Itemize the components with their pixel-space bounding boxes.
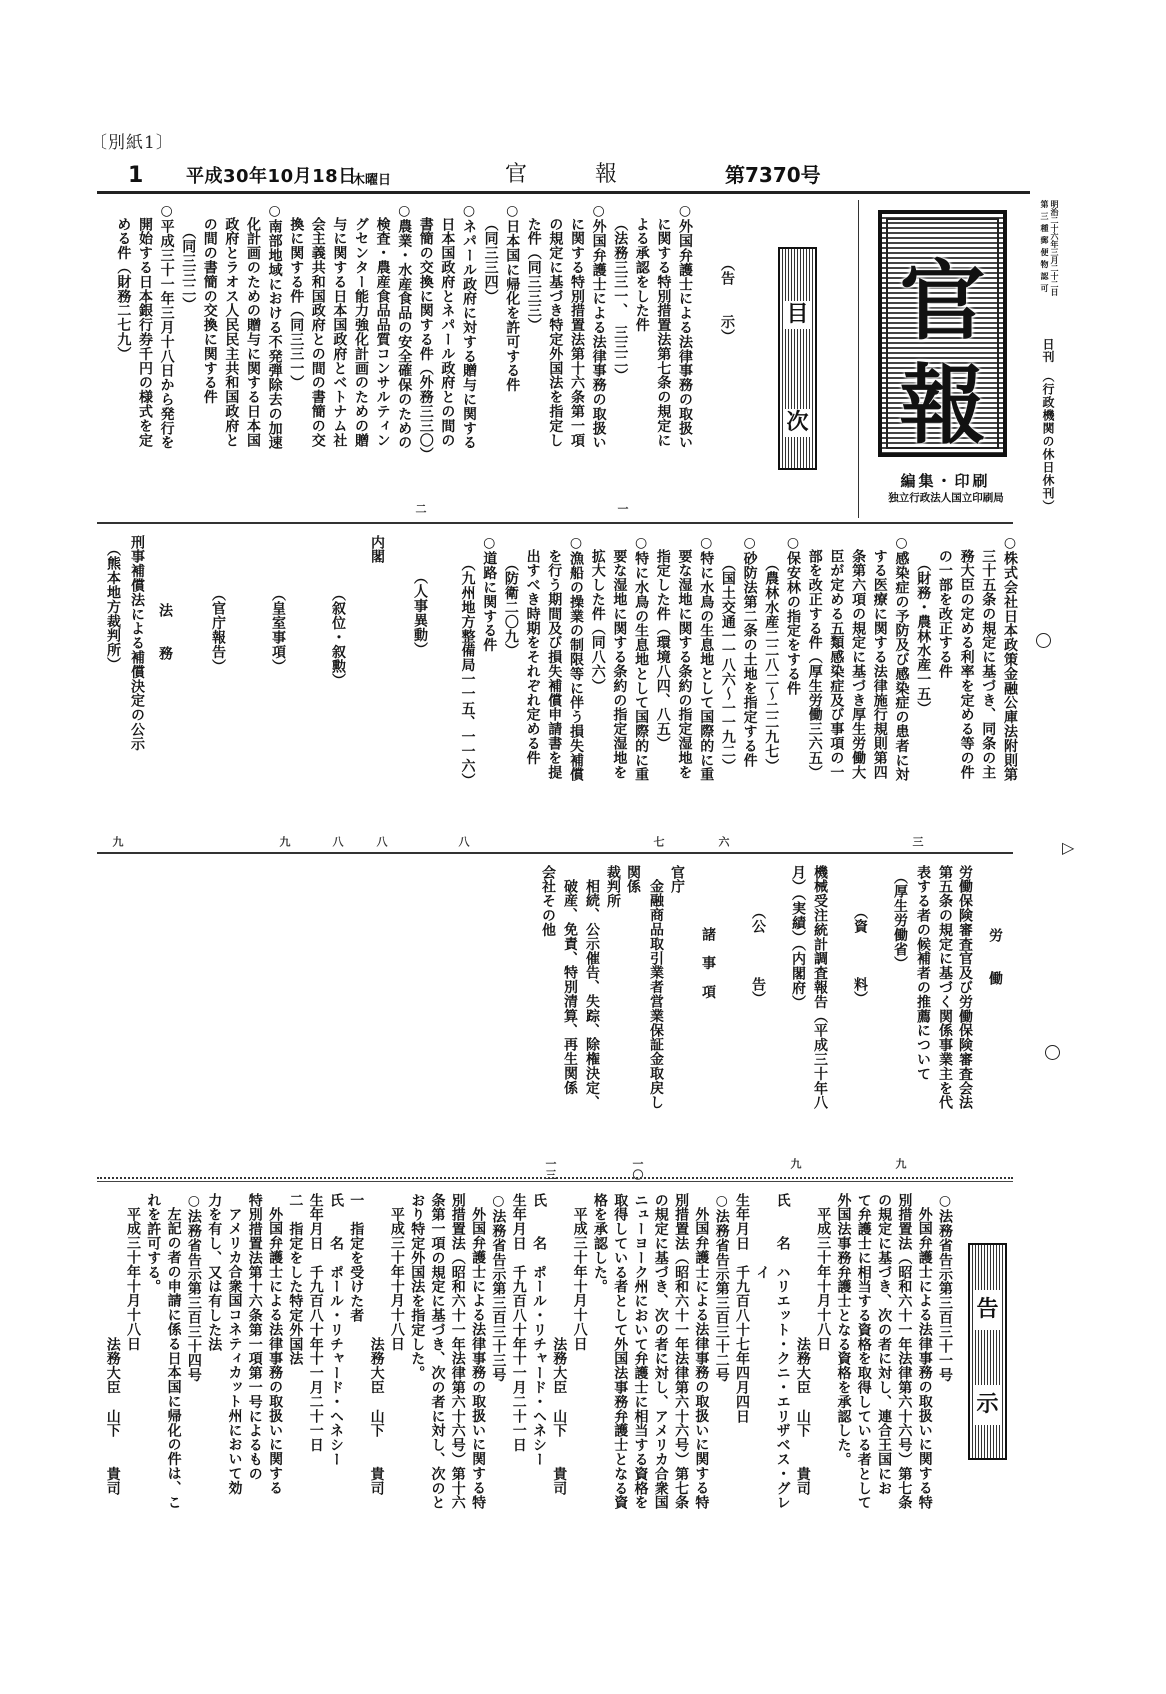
- contents-entry: ○株式会社日本政策金融公庫法附則第: [1002, 535, 1018, 782]
- contents-entry: （同三三二）: [180, 224, 197, 311]
- holiday-note: （行政機関の休日休刊）: [1041, 370, 1055, 513]
- notice-line: ○法務省告示第三百三十四号: [185, 1193, 202, 1383]
- header-rule: [97, 191, 1030, 194]
- contents-entry: 書簡の交換に関する件（外務三三〇）: [417, 217, 434, 463]
- contents-entry: 検査・農産食品品質コンサルティン: [374, 217, 391, 448]
- notice-line: 外国法事務弁護士となる資格を承認した。: [835, 1193, 852, 1467]
- notice-line: アメリカ合衆国コネティカット州において効: [226, 1207, 243, 1496]
- section-heading-kokuji: （告 示）: [719, 257, 735, 344]
- notices-heading-char-1: 告: [974, 1290, 1001, 1330]
- notice-line: 氏 名 ポール・リチャード・ヘネシー: [328, 1193, 344, 1467]
- page-reference: 一三: [544, 1158, 557, 1180]
- contents-entry: （法務三三一、 三三二）: [612, 217, 629, 384]
- notice-line: 外国弁護士による法律事務の取扱いに関する特: [470, 1207, 487, 1510]
- contents-entry: 出すべき時期をそれぞれ定める件: [524, 549, 541, 766]
- notice-line: 左記の者の申請に係る日本国に帰化の件は、こ: [165, 1207, 182, 1510]
- notice-line: 生年月日 千九百八十年十一月二十一日: [510, 1193, 527, 1453]
- page-reference: 三: [911, 836, 924, 847]
- notice-line: 別措置法（昭和六十一年法律第六十六号）第十六: [449, 1193, 466, 1510]
- contents-title-char-2: 次: [784, 409, 811, 437]
- contents-entry: ○外国弁護士による法律事務の取扱い: [590, 203, 607, 450]
- issue-weekday: 木曜日: [352, 173, 392, 188]
- contents-entry: に関する特別措置法第十六条第一項: [569, 217, 585, 448]
- notice-line: 氏 名 ポール・リチャード・ヘネシー: [531, 1193, 547, 1467]
- band3-rule: [97, 1181, 1013, 1182]
- contents-entry: 要な湿地に関する条約の指定湿地を: [611, 549, 628, 780]
- band1-rule: [97, 522, 1013, 524]
- contents-entry: ○南部地域における不発弾除去の加速: [266, 203, 283, 450]
- triangle-marker-icon: ▷: [1062, 838, 1075, 857]
- attachment-label: 〔別紙1〕: [90, 133, 174, 153]
- contents-entry: よる承認をした件: [633, 217, 650, 333]
- notice-line: 特別措置法第十六条第一項第一号によるもの: [246, 1193, 263, 1481]
- editor-label: 編集・印刷: [900, 472, 991, 490]
- notice-line: 別措置法（昭和六十一年法律第六十六号）第七条: [673, 1193, 690, 1510]
- gazette-title-char-2: 報: [595, 162, 618, 187]
- page-reference: 八: [331, 836, 344, 847]
- contents-entry: （防衛二〇九）: [502, 556, 519, 658]
- contents-entry: 部を改正する件（厚生労働三六五）: [806, 549, 823, 780]
- notice-line: 平成三十年十月十八日: [125, 1207, 141, 1352]
- contents-entry: 諸 事 項: [700, 927, 716, 999]
- contents-section-heading: （熊本地方裁判所）: [105, 542, 121, 672]
- page-reference: 九: [894, 1158, 907, 1169]
- page-reference: 二: [414, 503, 427, 514]
- notice-line: 外国弁護士による法律事務の取扱いに関する特: [916, 1207, 933, 1510]
- page-number: 1: [128, 163, 144, 188]
- contents-section-heading: （官庁報告）: [210, 587, 226, 674]
- contents-section-heading: （人事異動）: [412, 570, 428, 657]
- notices-heading-char-2: 示: [974, 1385, 1001, 1425]
- contents-entry: （九州地方整備局一一五、一一六）: [459, 556, 476, 787]
- contents-section-heading: 刑事補償法による補償決定の公示: [129, 535, 145, 751]
- contents-entry: ○特に水鳥の生息地として国際的に重: [698, 535, 715, 782]
- notice-line: 氏 名 ハリエット・クニ・エリザベス・グレ: [774, 1193, 791, 1510]
- contents-entry: 裁判所: [605, 865, 621, 909]
- page-reference: 七: [652, 836, 665, 847]
- publisher-label: 独立行政法人国立印刷局: [888, 492, 1004, 504]
- band2-rule: [97, 852, 1013, 854]
- notice-line: 平成三十年十月十八日: [571, 1207, 588, 1352]
- kanpo-logo: [878, 210, 1007, 457]
- contents-entry: の一部を改正する件: [936, 549, 953, 679]
- notice-line: の規定に基づき、次の者に対し、アメリカ合衆国: [652, 1193, 669, 1510]
- contents-entry: た件（同三三三）: [525, 217, 542, 333]
- contents-entry: ○砂防法第二条の土地を指定する件: [741, 535, 758, 768]
- notice-line: 法務大臣 山下 貴司: [794, 1337, 811, 1496]
- notice-line: 生年月日 千九百八十年十一月二十一日: [307, 1193, 324, 1453]
- issue-date: 平成30年10月18日: [186, 166, 357, 187]
- issue-number: 第7370号: [725, 163, 821, 187]
- notice-line: 生年月日 千九百八十七年四月四日: [734, 1193, 750, 1424]
- contents-entry: 労働保険審査官及び労働保険審査会法: [957, 865, 973, 1110]
- page-reference: 一〇: [631, 1158, 644, 1180]
- binding-hole-mark: [1045, 1045, 1060, 1060]
- gazette-header: [0, 160, 1166, 188]
- contents-entry: ○特に水鳥の生息地として国際的に重: [633, 535, 650, 782]
- contents-entry: 官庁: [669, 865, 685, 894]
- page-reference: 九: [789, 1158, 802, 1169]
- contents-entry: の間の書簡の交換に関する件: [201, 217, 218, 405]
- contents-entry: （公 告）: [750, 905, 766, 1006]
- contents-section-heading: 内閣: [369, 535, 385, 564]
- contents-entry: 指定した件（環境八四、八五）: [654, 549, 671, 751]
- contents-entry: 会主義共和国政府との間の書簡の交: [309, 217, 326, 448]
- contents-entry: 破産、免責、特別清算、再生関係: [562, 879, 578, 1095]
- contents-entry: 三十五条の規定に基づき、同条の主: [980, 549, 997, 780]
- notice-line: 外国弁護士による法律事務の取扱いに関する: [267, 1207, 284, 1496]
- page-reference: 六: [717, 836, 730, 847]
- notice-line: ○法務省告示第三百三十二号: [713, 1193, 730, 1383]
- contents-entry: 月）（実績）（内閣府）: [790, 865, 806, 1010]
- margin-established-date: 明治二十六年三月二十二日: [1050, 200, 1059, 296]
- notice-line: 二 指定をした特定外国法: [287, 1193, 304, 1366]
- page-reference: 一: [616, 503, 629, 514]
- page-reference: 九: [111, 836, 124, 847]
- contents-title-char-1: 目: [784, 301, 811, 329]
- notice-line: れを許可する。: [145, 1193, 162, 1294]
- contents-entry: 換に関する件（同三三一）: [288, 217, 305, 391]
- contents-entry: グセンター能力強化計画のための贈: [353, 217, 369, 448]
- notice-line: 格を承認した。: [591, 1193, 608, 1294]
- contents-entry: 条第六項の規定に基づき厚生労働大: [850, 549, 867, 780]
- contents-entry: 要な湿地に関する条約の指定湿地を: [676, 549, 693, 780]
- contents-section-heading: 法 務: [157, 603, 173, 661]
- contents-entry: 金融商品取引業者営業保証金取戻し: [648, 879, 664, 1110]
- contents-entry: 関係: [625, 865, 641, 894]
- contents-entry: ○感染症の予防及び感染症の患者に対: [893, 535, 910, 782]
- contents-entry: （財務・農林水産一五）: [915, 556, 932, 715]
- logo-char-kan: 官: [899, 251, 986, 352]
- contents-entry: ○保安林の指定をする件: [785, 535, 801, 696]
- notice-line: 法務大臣 山下 貴司: [104, 1337, 121, 1496]
- contents-entry: 第五条の規定に基づく関係事業主を代: [937, 865, 953, 1110]
- contents-entry: する医療に関する法律施行規則第四: [871, 549, 888, 780]
- contents-entry: ○外国弁護士による法律事務の取扱い: [677, 203, 693, 450]
- contents-entry: の規定に基づき特定外国法を指定し: [547, 217, 564, 448]
- contents-entry: （同三三四）: [482, 217, 499, 304]
- contents-entry: に関する特別措置法第七条の規定に: [655, 217, 672, 448]
- notice-line: ○法務省告示第三百三十三号: [490, 1193, 507, 1383]
- contents-entry: 表する者の候補者の推薦について: [915, 865, 931, 1081]
- page-reference: 八: [375, 836, 388, 847]
- contents-entry: ○農業・水産食品の安全確保のための: [396, 203, 413, 450]
- contents-entry: 会社その他: [540, 865, 556, 937]
- contents-entry: 臣が定める五類感染症及び事項の一: [828, 549, 845, 780]
- contents-entry: 開始する日本銀行券千円の様式を定: [137, 217, 153, 448]
- contents-entry: 化計画のための贈与に関する日本国: [245, 217, 261, 448]
- notice-line: 法務大臣 山下 貴司: [551, 1337, 568, 1496]
- notice-line: の規定に基づき、次の者に対し、連合王国にお: [876, 1193, 893, 1496]
- notice-line: 一 指定を受けた者: [348, 1193, 365, 1323]
- masthead-divider: [858, 200, 859, 518]
- contents-section-heading: （皇室事項）: [270, 587, 286, 674]
- contents-entry: 機械受注統計調査報告（平成三十年八: [812, 865, 828, 1110]
- notices-heading-box: [968, 1243, 1007, 1460]
- binding-hole-mark: [1036, 633, 1051, 648]
- contents-entry: （厚生労働省）: [892, 870, 908, 971]
- page-reference: 八: [457, 836, 470, 847]
- contents-entry: 相続、公示催告、失踪、除権決定、: [584, 879, 600, 1110]
- notice-line: おり特定外国法を指定した。: [409, 1193, 426, 1381]
- contents-entry: ○ネパール政府に対する贈与に関する: [461, 203, 477, 450]
- margin-postal-permit: 第三種郵便物認可: [1040, 200, 1049, 296]
- contents-entry: ○日本国に帰化を許可する件: [504, 203, 521, 393]
- notice-line: 外国弁護士による法律事務の取扱いに関する特: [693, 1207, 710, 1510]
- notice-line: イ: [754, 1265, 771, 1280]
- contents-entry: ○道路に関する件: [481, 535, 498, 653]
- contents-entry: ○平成三十一年三月十八日から発行を: [158, 203, 175, 450]
- contents-entry: 与に関する日本国政府とベトナム社: [331, 217, 348, 448]
- contents-entry: を行う期間及び損失補償申請書を提: [546, 549, 563, 780]
- page-reference: 九: [278, 836, 291, 847]
- contents-entry: める件（財務二七九）: [115, 217, 132, 362]
- notice-line: 平成三十年十月十八日: [815, 1207, 832, 1352]
- contents-entry: 労 働: [987, 928, 1003, 986]
- notice-line: 条第一項の規定に基づき、次の者に対し、次のと: [429, 1193, 446, 1510]
- notice-line: ニューヨーク州において弁護士に相当する資格を: [632, 1193, 649, 1510]
- notice-line: 別措置法（昭和六十一年法律第六十六号）第七条: [896, 1193, 913, 1510]
- logo-char-po: 報: [899, 355, 986, 456]
- notice-line: 法務大臣 山下 貴司: [368, 1337, 385, 1496]
- contents-title-box: [778, 247, 817, 470]
- contents-entry: （国土交通一一八六～一一九二）: [719, 556, 736, 773]
- contents-entry: 政府とラオス人民民主共和国政府と: [223, 217, 240, 448]
- contents-entry: 務大臣の定める利率を定める等の件: [958, 549, 975, 780]
- contents-entry: 拡大した件（同八六）: [589, 549, 606, 694]
- gazette-title-char-1: 官: [505, 162, 528, 187]
- notice-line: 力を有し、又は有した法: [206, 1193, 223, 1352]
- notice-line: ○法務省告示第三百三十一号: [937, 1193, 953, 1383]
- notice-line: 取得している者として外国法事務弁護士となる資: [612, 1193, 629, 1510]
- contents-entry: （農林水産二二八二～二二九七）: [763, 556, 780, 773]
- contents-entry: 日本国政府とネパール政府との間の: [439, 217, 456, 448]
- notice-line: て弁護士に相当する資格を取得している者として: [855, 1193, 872, 1510]
- contents-entry: （資 料）: [852, 905, 868, 1006]
- contents-section-heading: （叙位・叙勲）: [330, 587, 346, 688]
- contents-entry: ○漁船の操業の制限等に伴う損失補償: [568, 535, 584, 782]
- frequency-label: 日刊: [1041, 338, 1055, 363]
- notice-line: 平成三十年十月十八日: [388, 1207, 405, 1352]
